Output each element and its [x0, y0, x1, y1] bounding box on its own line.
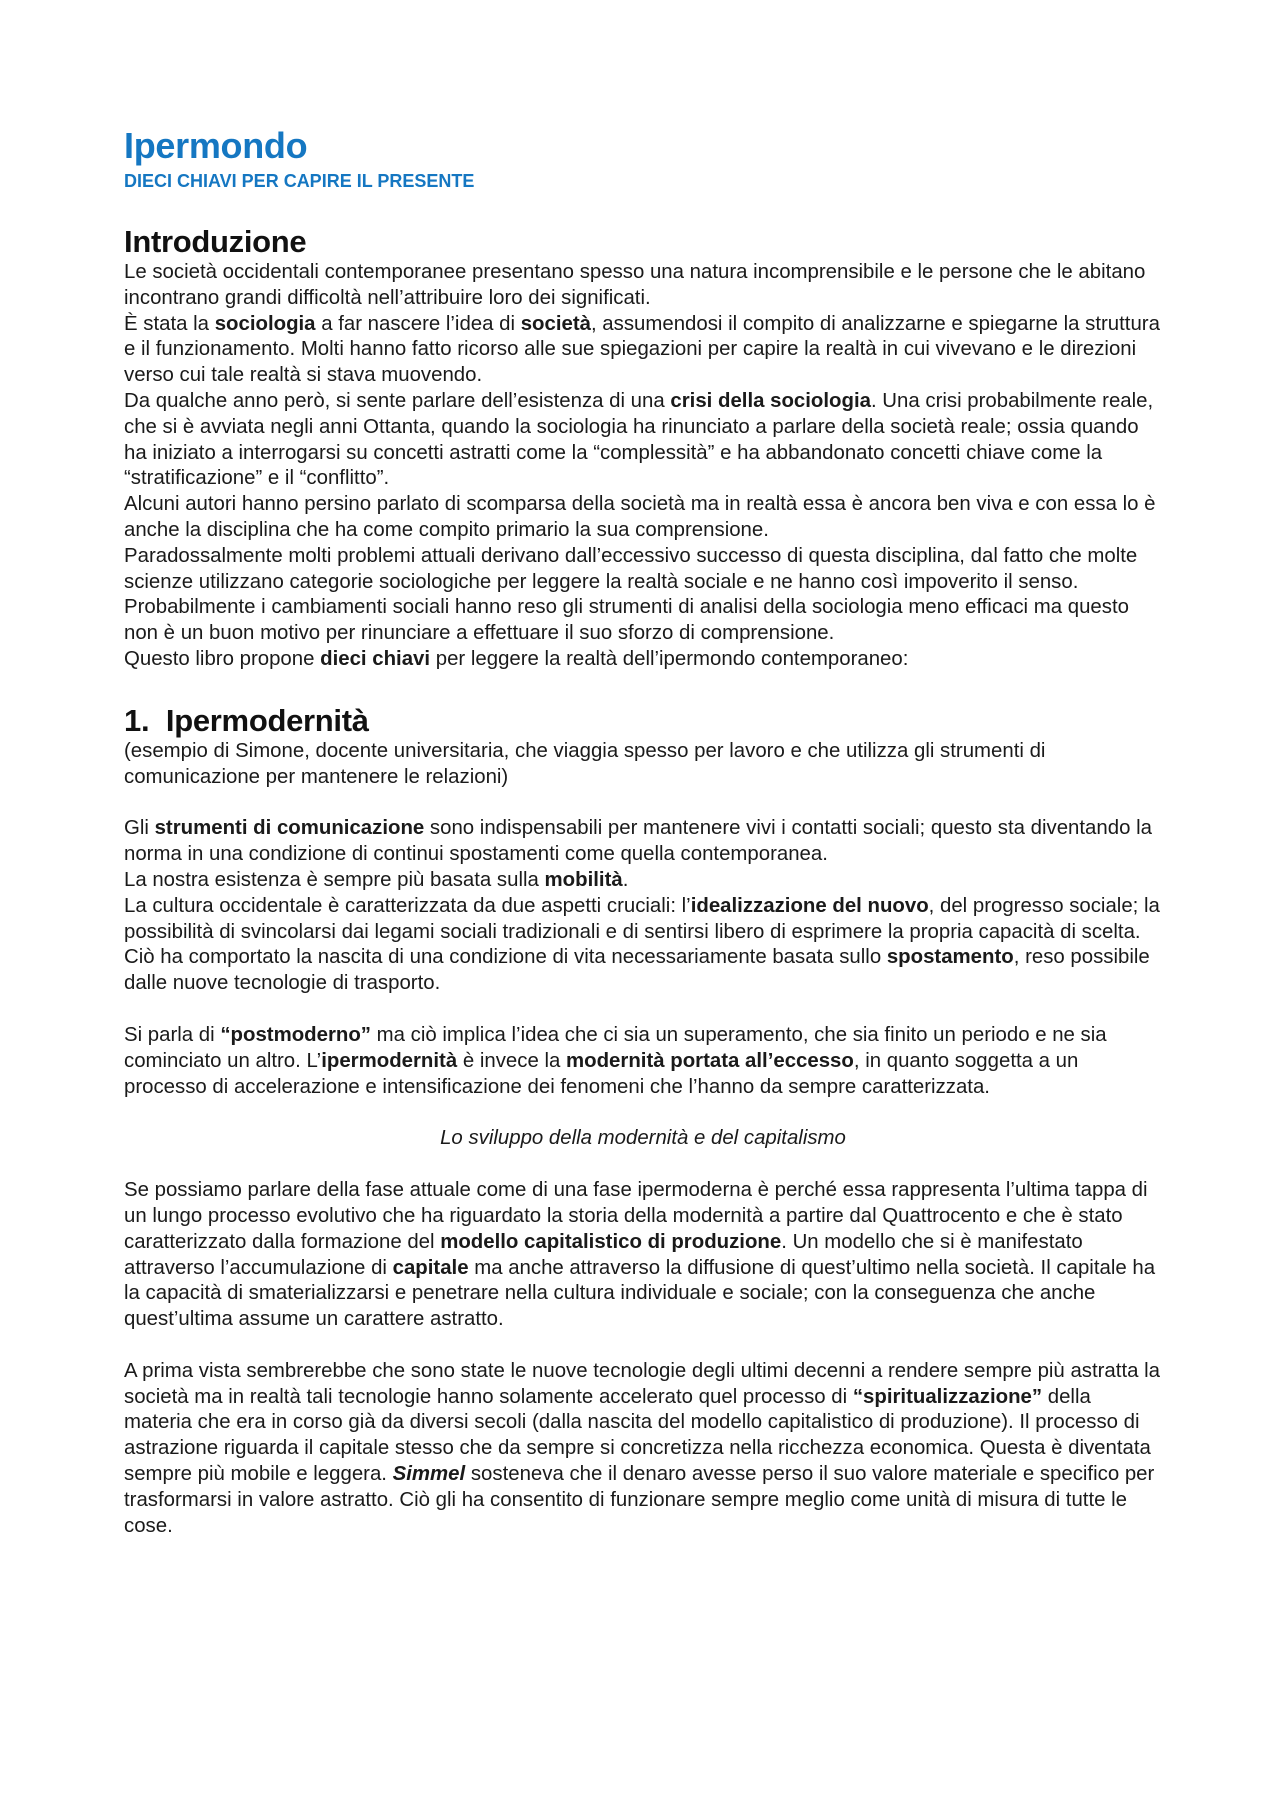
- section-paragraph: La nostra esistenza è sempre più basata sulla mobilità.: [124, 868, 629, 891]
- intro-body: [124, 260, 1162, 673]
- document-subtitle: DIECI CHIAVI PER CAPIRE IL PRESENTE: [124, 171, 475, 191]
- section-paragraph: A prima vista sembrerebbe che sono state le nuove tecnologie degli ultimi decenni a rendere sempre più astratta la società ma in realtà tali tecnologie hanno solamente accelerato quel processo di “spiritualizzazione” della materia che era in corso già da diversi secoli (dalla nascita del modello capitalistico di produzione). Il processo di astrazione riguarda il capitale stesso che da sempre si concretizza nella ricchezza economica. Questa è diventata sempre più mobile e leggera. Simmel sosteneva che il denaro avesse perso il suo valore materiale e specifico per trasformarsi in valore astratto. Ciò gli ha consentito di funzionare sempre meglio come unità di misura di tutte le cose.: [124, 1359, 1160, 1537]
- section-paragraph: Gli strumenti di comunicazione sono indispensabili per mantenere vivi i contatti sociali; questo sta diventando la norma in una condizione di continui spostamenti come quella contemporanea.: [124, 817, 1152, 866]
- subsection-heading: Lo sviluppo della modernità e del capitalismo: [440, 1127, 846, 1150]
- intro-paragraph: Le società occidentali contemporanee presentano spesso una natura incomprensibile e le persone che le abitano incontrano grandi difficoltà nell’attribuire loro dei significati.: [124, 261, 1146, 309]
- intro-heading: Introduzione: [124, 224, 307, 259]
- document-title: Ipermondo: [124, 125, 308, 166]
- intro-paragraph: Paradossalmente molti problemi attuali derivano dall’eccessivo successo di questa disciplina, dal fatto che molte scienze utilizzano categorie sociologiche per leggere la realtà sociale e ne hanno così impoverito il senso.: [124, 544, 1138, 593]
- intro-paragraph: Alcuni autori hanno persino parlato di scomparsa della società ma in realtà essa è ancora ben viva e con essa lo è anche la disciplina che ha come compito primario la sua comprensione.: [124, 493, 1156, 541]
- section-paragraph: Si parla di “postmoderno” ma ciò implica l’idea che ci sia un superamento, che sia finito un periodo e ne sia cominciato un altro. L’ipermodernità è invece la modernità portata all’eccesso, in quanto soggetta a un processo di accelerazione e intensificazione dei fenomeni che l’hanno da sempre caratterizzata.: [124, 1023, 1107, 1098]
- section-1-heading: 1. Ipermodernità: [124, 702, 369, 738]
- intro-paragraph: Da qualche anno però, si sente parlare dell’esistenza di una crisi della sociologia. Una crisi probabilmente reale, che si è avviata negli anni Ottanta, quando la sociologia ha rinunciato a parlare della società reale; ossia quando ha iniziato a interrogarsi su concetti astratti come la “complessità” e ha abbandonato concetti chiave come la “stratificazione” e il “conflitto”.: [124, 389, 1154, 490]
- section-1-body: [124, 739, 1162, 1540]
- example-note: (esempio di Simone, docente universitaria, che viaggia spesso per lavoro e che utilizza gli strumenti di comunicazione per mantenere le relazioni): [124, 739, 1046, 788]
- section-paragraph: La cultura occidentale è caratterizzata da due aspetti cruciali: l’idealizzazione del nuovo, del progresso sociale; la possibilità di svincolarsi dai legami sociali tradizionali e di sentirsi libero di esprimere la propria capacità di scelta. Ciò ha comportato la nascita di una condizione di vita necessariamente basata sullo spostamento, reso possibile dalle nuove tecnologie di trasporto.: [124, 894, 1160, 995]
- intro-paragraph: È stata la sociologia a far nascere l’idea di società, assumendosi il compito di analizzarne e spiegarne la struttura e il funzionamento. Molti hanno fatto ricorso alle sue spiegazioni per capire la realtà in cui vivevano e le direzioni verso cui tale realtà si stava muovendo.: [124, 312, 1160, 387]
- intro-paragraph: Probabilmente i cambiamenti sociali hanno reso gli strumenti di analisi della sociologia meno efficaci ma questo non è un buon motivo per rinunciare a effettuare il suo sforzo di comprensione.: [124, 596, 1129, 645]
- intro-paragraph: Questo libro propone dieci chiavi per leggere la realtà dell’ipermondo contemporaneo:: [124, 647, 909, 670]
- section-paragraph: Se possiamo parlare della fase attuale come di una fase ipermoderna è perché essa rappresenta l’ultima tappa di un lungo processo evolutivo che ha riguardato la storia della modernità a partire dal Quattrocento e che è stato caratterizzato dalla formazione del modello capitalistico di produzione. Un modello che si è manifestato attraverso l’accumulazione di capitale ma anche attraverso la diffusione di quest’ultimo nella società. Il capitale ha la capacità di smaterializzarsi e penetrare nella cultura individuale e sociale; con la conseguenza che anche quest’ultima assume un carattere astratto.: [124, 1179, 1156, 1331]
